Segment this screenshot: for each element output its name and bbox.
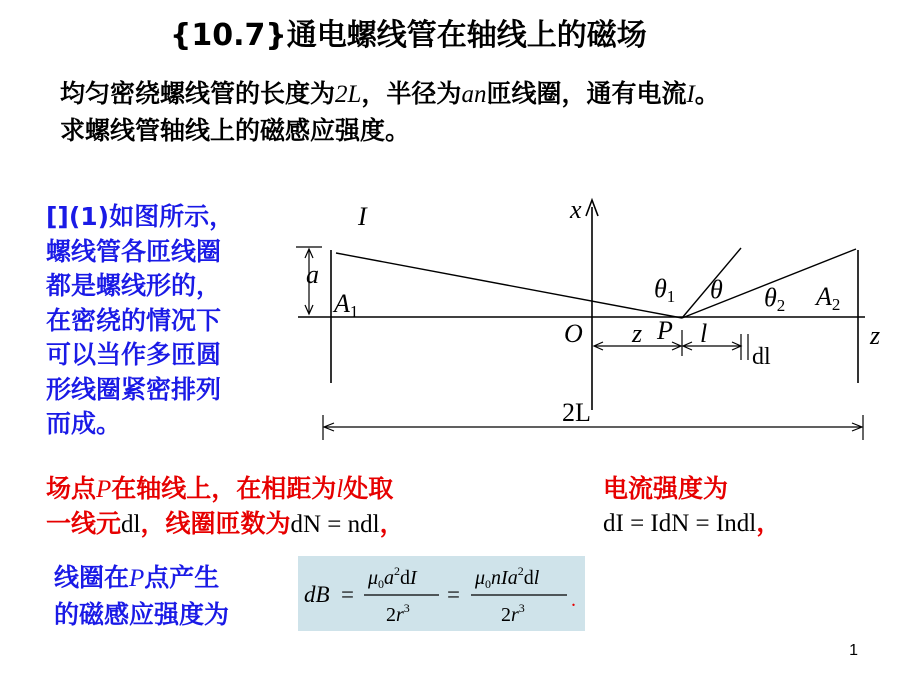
origin-label: O (564, 319, 583, 348)
analysis-line: 而成。 (46, 409, 122, 438)
formula-lhs: dB (304, 582, 330, 607)
formula-num2: $\mu_0nIa^2dl$ (475, 564, 540, 591)
twoL-label: 2L (562, 398, 591, 427)
analysis-line: 可以当作多匝圆 (46, 340, 222, 369)
theta-label: θ (710, 275, 723, 304)
current-label: 电流强度为 (603, 474, 729, 503)
l-label: l (700, 319, 708, 348)
problem-line-2: 求螺线管轴线上的磁感应强度。 (60, 116, 411, 145)
formula-num1: $\mu_0a^2dI$ (368, 564, 417, 591)
theta2-label: θ2 (764, 283, 786, 315)
analysis-line: 形线圈紧密排列 (46, 374, 222, 404)
slide-title: {10.7}通电螺线管在轴线上的磁场 (170, 18, 647, 53)
field-point-line-1: 场点P在轴线上，在相距为l处取 (46, 474, 394, 503)
A2-label: A2 (816, 282, 841, 314)
formula-den1: $2r^3$ (386, 601, 410, 626)
radius-label: a (306, 260, 319, 289)
analysis-line: 都是螺线形的， (46, 271, 222, 300)
analysis-line: [](1)如图所示， (46, 202, 235, 231)
current-text (603, 472, 781, 541)
z-axis-label: z (870, 321, 881, 350)
current-equation-line: dI = IdN = Indl， (603, 508, 782, 537)
formula-eq2: = (447, 582, 460, 607)
field-point-text (46, 472, 405, 542)
current-label: I (358, 202, 367, 231)
formula-end: . (571, 589, 576, 611)
formula-svg (298, 556, 585, 631)
formula-den2: $2r^3$ (501, 601, 525, 626)
formula-eq1: = (341, 582, 354, 607)
field-point-line-2: 一线元dl，线圈匝数为dN = ndl， (46, 509, 405, 538)
P-label: P (657, 316, 673, 345)
z-segment-label: z (632, 319, 643, 348)
analysis-line: 在密绕的情况下 (46, 305, 222, 335)
page-number: 1 (849, 642, 858, 659)
field-text-line-2: 的磁感应强度为 (54, 600, 230, 629)
problem-line-1: 均匀密绕螺线管的长度为2L，半径为an匝线圈，通有电流I。 (60, 79, 720, 108)
dl-label: dl (752, 344, 771, 370)
formula-box (298, 556, 585, 631)
line-A1-P (336, 253, 682, 318)
field-text (54, 560, 229, 633)
x-axis-label: x (570, 195, 582, 224)
field-text-line-1: 线圈在P点产生 (54, 563, 220, 592)
A1-label: A1 (334, 289, 359, 321)
analysis-line: 螺线管各匝线圈 (46, 236, 222, 266)
theta1-label: θ1 (654, 274, 676, 306)
